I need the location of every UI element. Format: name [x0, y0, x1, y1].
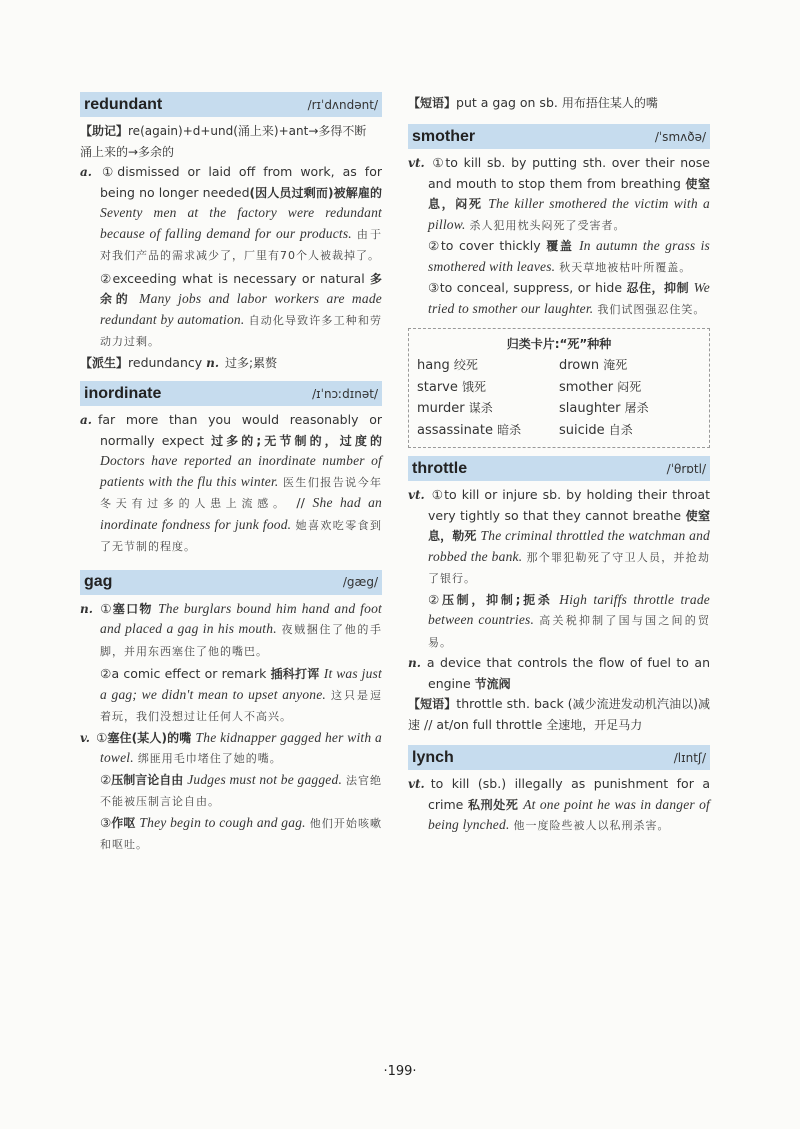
example-translation: 秋天草地被枯叶所覆盖。: [559, 260, 692, 274]
example: The criminal throttled the watchman and robbed the bank.: [428, 528, 710, 564]
left-column: [80, 92, 382, 856]
phrase-cn: 全速地，开足马力: [546, 717, 643, 732]
phrase-text: at/on full throttle: [436, 716, 543, 732]
verb-sense-2: [408, 590, 710, 654]
sense-number: ②: [428, 591, 442, 607]
definition: to cover thickly: [440, 238, 541, 253]
example: High tariffs throttle trade between countries.: [428, 591, 710, 627]
part-of-speech: vt.: [408, 156, 425, 170]
definition-cn: 忍住，抑制: [626, 281, 690, 295]
example: The killer smothered the victim with a pillow.: [428, 196, 710, 232]
phonetic: /rɪˈdʌndənt/: [307, 97, 378, 112]
card-item-cn: 闷死: [617, 379, 642, 394]
part-of-speech: v.: [80, 730, 90, 745]
example-translation: 这只是逗着玩，我们没想过让任何人不高兴。: [100, 688, 383, 723]
sense-1: [80, 162, 382, 267]
sense-number: ①: [95, 729, 108, 745]
part-of-speech: n.: [408, 656, 421, 670]
headword-bar-throttle: [408, 456, 710, 481]
mnemonic: [80, 121, 382, 162]
example: At one point he was in danger of being lynched.: [428, 796, 710, 832]
headword: redundant: [84, 95, 163, 113]
card-item-en: starve: [417, 379, 458, 395]
headword-bar-inordinate: [80, 381, 382, 406]
example-translation: 夜贼捆住了他的手脚，并用东西塞住了他的嘴巴。: [100, 623, 383, 658]
example: In autumn the grass is smothered with leaves.: [428, 238, 710, 274]
part-of-speech: vt.: [408, 488, 425, 502]
derivative-tag: 【派生】: [80, 355, 129, 370]
phonetic: /gæg/: [342, 575, 378, 589]
phrase-tag: 【短语】: [408, 96, 457, 110]
phrase-text: put a gag on sb.: [456, 95, 558, 110]
sense-3: [408, 278, 710, 320]
card-item-en: hang: [417, 358, 450, 373]
card-item-en: smother: [559, 379, 614, 395]
definition-cn: 过多的;无节制的，过度的: [211, 433, 382, 448]
mnemonic-text: re(again)+d+und(涌上来)+ant→多得不断: [128, 124, 367, 138]
right-column: [408, 92, 710, 837]
sense-1: [408, 774, 710, 837]
separator: //: [424, 716, 433, 732]
definition-cn: 塞口物: [112, 601, 153, 616]
phrase-tag: 【短语】: [408, 697, 457, 711]
card-item: [417, 355, 559, 377]
definition-cn: 插科打诨: [270, 667, 320, 681]
definition-cn: 压制言论自由: [111, 772, 184, 787]
example: Seventy men at the factory were redundant because of falling demand for our products.: [100, 205, 382, 241]
card-item: [559, 420, 701, 442]
card-item: [417, 377, 559, 399]
sense-number: ②: [100, 270, 113, 286]
definition-cn: 私刑处死: [467, 797, 519, 812]
phonetic: /ɪˈnɔːdɪnət/: [312, 386, 378, 401]
definition-cn: 多余的: [100, 271, 382, 306]
verb-sense-1: [80, 728, 382, 770]
example-translation: 由于对我们产品的需求减少了，厂里有70个人被裁掉了。: [100, 227, 382, 262]
card-item-cn: 淹死: [603, 358, 628, 372]
headword: lynch: [412, 748, 454, 766]
part-of-speech: vt.: [408, 777, 425, 791]
definition-cn: 压制，抑制;扼杀: [441, 592, 553, 607]
headword: throttle: [412, 459, 468, 477]
sense-number: ②: [428, 238, 441, 253]
verb-sense-2: [80, 770, 382, 813]
example-translation: 杀人犯用枕头闷死了受害者。: [469, 218, 626, 232]
example-translation: 他们开始咳嗽和呕吐。: [100, 816, 383, 851]
mnemonic-text-cont: 涌上来的→多余的: [80, 144, 175, 159]
definition: to kill or injure sb. by holding their throat very tightly so that they cannot breathe: [428, 487, 710, 523]
verb-sense-3: [80, 813, 382, 856]
definition: exceeding what is necessary or natural: [112, 270, 365, 286]
definition: dismissed or laid off from work, as for being no longer needed: [100, 164, 382, 200]
example: Many jobs and labor workers are made redundant by automation.: [100, 291, 382, 327]
card-item: [417, 398, 559, 420]
phonetic: /lɪntʃ/: [673, 750, 706, 765]
category-card: [408, 328, 710, 448]
separator: //: [296, 495, 305, 510]
card-item-cn: 谋杀: [468, 401, 493, 415]
part-of-speech: n.: [80, 601, 93, 616]
card-item: [417, 420, 559, 442]
headword: gag: [84, 573, 113, 590]
phonetic: /ˈθrɒtl/: [666, 461, 706, 476]
definition-cn: 节流阀: [474, 676, 511, 691]
card-item-cn: 饿死: [462, 379, 487, 394]
noun-sense: [408, 653, 710, 694]
definition-cn: 使窒息，闷死: [428, 176, 710, 211]
sense-number: ①: [97, 164, 118, 179]
definition-cn: 塞住(某人)的嘴: [107, 730, 192, 745]
definition: a comic effect or remark: [111, 666, 267, 681]
definition: to kill sb. by putting sth. over their nose and mouth to stop them from breathing: [428, 155, 710, 191]
example: It was just a gag; we didn't mean to upset anyone.: [100, 666, 382, 702]
sense-number: ③: [428, 280, 440, 295]
definition: a device that controls the flow of fuel to an engine: [426, 655, 710, 691]
phrase-cn: 用布捂住某人的嘴: [561, 96, 658, 110]
sense-1: [408, 153, 710, 236]
mnemonic-tag: 【助记】: [80, 124, 129, 138]
card-item-en: slaughter: [559, 401, 621, 416]
card-item-en: drown: [559, 358, 600, 373]
definition-cn: 覆盖: [546, 239, 574, 253]
card-item-en: assassinate: [417, 422, 493, 438]
phrase-text: throttle sth. back: [456, 696, 564, 711]
example: She had an inordinate fondness for junk food.: [100, 495, 382, 532]
sense-number: ①: [98, 600, 113, 616]
sense-number: ②: [100, 666, 112, 681]
headword-bar-smother: [408, 124, 710, 149]
sense-number: ②: [100, 771, 112, 787]
derivative-word: redundancy: [128, 354, 203, 370]
card-item-en: suicide: [559, 422, 605, 438]
sense-number: ③: [100, 814, 112, 830]
card-title: 归类卡片:“死”种种: [506, 337, 612, 351]
part-of-speech: n.: [206, 355, 220, 370]
headword: inordinate: [84, 384, 162, 402]
example-translation: 医生们报告说今年冬天有过多的人患上流感。: [100, 475, 383, 510]
example-translation: 他一度险些被人以私刑杀害。: [513, 819, 670, 832]
phrase-cn: (减少流进发动机汽油以)减速: [408, 697, 710, 732]
example: They begin to cough and gag.: [139, 814, 306, 830]
derivative: [80, 353, 382, 374]
definition: to conceal, suppress, or hide: [439, 280, 623, 295]
example: Doctors have reported an inordinate number of patients with the flu this winter.: [100, 453, 382, 489]
headword-bar-gag: [80, 570, 382, 595]
phrases: [408, 694, 710, 735]
card-grid: [417, 355, 701, 441]
example: We tried to smother our laughter.: [428, 280, 710, 316]
example-translation: 她喜欢吃零食到了无节制的程度。: [100, 518, 382, 553]
card-item-cn: 自杀: [608, 422, 633, 437]
noun-sense-1: [80, 599, 382, 663]
phrase-put-a-gag: [408, 92, 710, 114]
noun-sense-2: [80, 664, 382, 728]
part-of-speech: a.: [80, 165, 92, 179]
definition-cn: 使窒息，勒死: [428, 508, 710, 543]
card-item: [559, 355, 701, 377]
definition-cn: (因人员过剩而)被解雇的: [249, 185, 382, 200]
card-item-cn: 暗杀: [497, 422, 522, 437]
example-translation: 我们试图强忍住笑。: [597, 302, 706, 316]
card-item: [559, 377, 701, 399]
example-translation: 法官绝不能被压制言论自由。: [100, 773, 383, 808]
card-item-en: murder: [417, 401, 465, 416]
definition: to kill (sb.) illegally as punishment for a crime: [428, 776, 710, 812]
sense-number: ①: [430, 155, 446, 170]
card-item-cn: 屠杀: [624, 401, 649, 415]
definition: far more than you would reasonably or normally expect: [97, 412, 382, 448]
phonetic: /ˈsmʌðə/: [654, 129, 706, 144]
card-item-cn: 绞死: [453, 358, 478, 372]
example: The burglars bound him hand and foot and placed a gag in his mouth.: [100, 600, 382, 636]
example: The kidnapper gagged her with a towel.: [100, 729, 382, 765]
sense-2: [80, 269, 382, 353]
example-translation: 那个罪犯勒死了守卫人员，并抢劫了银行。: [428, 550, 711, 585]
page-number: ·199·: [383, 1064, 417, 1079]
derivative-cn: 过多;累赘: [225, 355, 278, 370]
definition-cn: 作呕: [111, 815, 136, 830]
example-translation: 高关税抑制了国与国之间的贸易。: [428, 614, 710, 649]
example-translation: 绑匪用毛巾堵住了她的嘴。: [137, 752, 282, 765]
sense-number: ①: [430, 487, 445, 502]
headword: smother: [412, 127, 476, 145]
headword-bar-lynch: [408, 745, 710, 770]
headword-bar-redundant: [80, 92, 382, 117]
card-item: [559, 398, 701, 420]
sense-2: [408, 236, 710, 278]
verb-sense-1: [408, 485, 710, 590]
example: Judges must not be gagged.: [187, 771, 343, 787]
part-of-speech: a.: [80, 413, 92, 427]
sense-1: [80, 410, 382, 558]
example-translation: 自动化导致许多工种和劳动力过剩。: [100, 313, 382, 348]
